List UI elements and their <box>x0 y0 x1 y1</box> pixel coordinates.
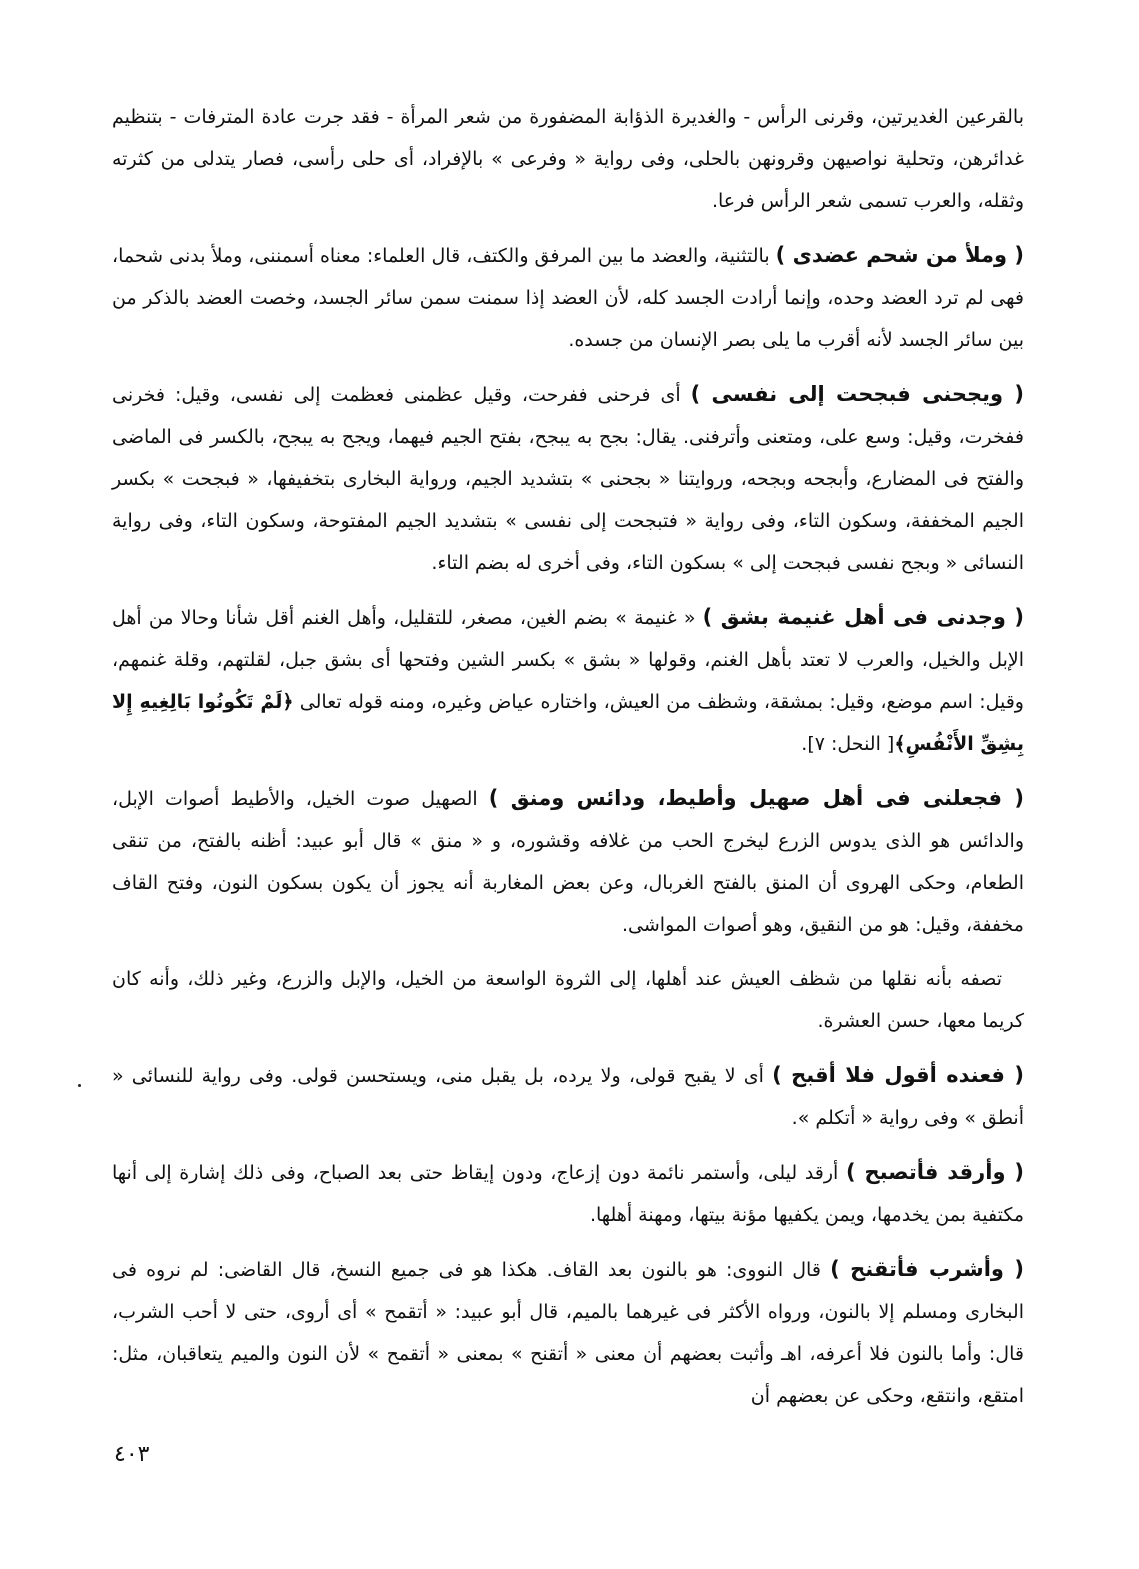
paragraph-heading: ( وأشرب فأتقنح ) <box>830 1257 1024 1281</box>
margin-mark <box>78 1084 81 1087</box>
page-number: ٤٠٣ <box>114 1442 150 1467</box>
paragraph-9 <box>112 1248 1024 1417</box>
paragraph-text: بالقرعين الغديرتين، وقرنى الرأس - والغديرة الذؤابة المضفورة من شعر المرأة - فقد جرت عادة المترفات - بتنظيم غدائرهن، وتحلية نواصيهن وقرونهن بالحلى، وفى رواية « وفرعى » بالإفراد، أى حلى رأسى، فصار يتدلى من كثرته وثقله، والعرب تسمى شعر الرأس فرعا. <box>112 106 1024 212</box>
paragraph-text: قال النووى: هو بالنون بعد القاف. هكذا هو فى جميع النسخ، قال القاضى: لم نروه فى البخارى ومسلم إلا بالنون، ورواه الأكثر فى غيرهما بالميم، قال أبو عبيد: « أتقمح » أى أروى، حتى لا أحب الشرب، قال: وأما بالنون فلا أعرفه، اهـ وأثبت بعضهم أن معنى « أتقنح » بمعنى « أتقمح » لأن النون والميم يتعاقبان، مثل: امتقع، وانتقع، وحكى عن بعضهم أن <box>112 1259 1024 1407</box>
paragraph-text: « غنيمة » بضم الغين، مصغر، للتقليل، وأهل الغنم أقل شأنا وحالا من أهل الإبل والخيل، والعرب لا تعتد بأهل الغنم، وقولها « بشق » بكسر الشين وفتحها أى بشق جبل، لقلتهم، وقلة غنمهم، وقيل: اسم موضع، وقيل: بمشقة، وشظف من العيش، واختاره عياض وغيره، ومنه قوله تعالى <box>112 607 1024 713</box>
paragraph-1 <box>112 96 1024 222</box>
paragraph-text: الصهيل صوت الخيل، والأطيط أصوات الإبل، والدائس هو الذى يدوس الزرع ليخرج الحب من غلافه وقشوره، و « منق » قال أبو عبيد: أظنه بالفتح، من تنقى الطعام، وحكى الهروى أن المنق بالفتح الغربال، وعن بعض المغاربة أنه يجوز أن يكون بسكون النون، وفتح القاف مخففة، وقيل: هو من النقيق، وهو أصوات المواشى. <box>112 788 1024 936</box>
quran-verse: ﴿لَمْ تَكُونُوا بَالِغِيهِ إِلا بِشِقِّ الأَنْفُسِ﴾ <box>112 691 1024 755</box>
paragraph-text: تصفه بأنه نقلها من شظف العيش عند أهلها، إلى الثروة الواسعة من الخيل، والإبل والزرع، وغير ذلك، وأنه كان كريما معها، حسن العشرة. <box>112 968 1024 1032</box>
paragraph-text: بالتثنية، والعضد ما بين المرفق والكتف، قال العلماء: معناه أسمننى، وملأ بدنى شحما، فهى لم ترد العضد وحده، وإنما أرادت الجسد كله، لأن العضد إذا سمنت سمن سائر الجسد، وخصت العضد بالذكر من بين سائر الجسد لأنه أقرب ما يلى بصر الإنسان من جسده. <box>112 245 1024 351</box>
paragraph-heading: ( فعنده أقول فلا أقبح ) <box>772 1063 1024 1087</box>
paragraph-heading: ( وجدنى فى أهل غنيمة بشق ) <box>702 605 1024 629</box>
document-page <box>112 96 1024 1516</box>
paragraph-text: أى فرحنى ففرحت، وقيل عظمنى فعظمت إلى نفسى، وقيل: فخرنى ففخرت، وقيل: وسع على، ومتعنى وأترفنى. يقال: بجح به يبجح، بفتح الجيم فيهما، ويجح به يبجح، بالكسر فى الماضى والفتح فى المضارع، وأبجحه وبجحه، وروايتنا « بجحنى » بتشديد الجيم، ورواية البخارى بتخفيفها، « فبجحت » بكسر الجيم المخففة، وسكون التاء، وفى رواية « فتبجحت إلى نفسى » بتشديد الجيم المفتوحة، وسكون التاء، وفى رواية النسائى « وبجح نفسى فبجحت إلى » بسكون التاء، وفى أخرى له بضم التاء. <box>112 384 1024 574</box>
paragraph-text: أرقد ليلى، وأستمر نائمة دون إزعاج، ودون إيقاظ حتى بعد الصباح، وفى ذلك إشارة إلى أنها مكتفية بمن يخدمها، ويمن يكفيها مؤنة بيتها، ومهنة أهلها. <box>112 1162 1024 1226</box>
paragraph-8 <box>112 1151 1024 1236</box>
paragraph-heading: ( وملأ من شحم عضدى ) <box>775 243 1024 267</box>
paragraph-heading: ( وأرقد فأتصبح ) <box>845 1160 1024 1184</box>
paragraph-6 <box>112 958 1024 1042</box>
paragraph-5 <box>112 777 1024 946</box>
paragraph-heading: ( فجعلنى فى أهل صهيل وأطيط، ودائس ومنق ) <box>488 786 1024 810</box>
verse-citation: [ النحل: ٧]. <box>801 733 895 755</box>
paragraph-7 <box>112 1054 1024 1139</box>
paragraph-3 <box>112 373 1024 584</box>
paragraph-2 <box>112 234 1024 361</box>
paragraph-4 <box>112 596 1024 765</box>
paragraph-text: أى لا يقبح قولى، ولا يرده، بل يقبل منى، ويستحسن قولى. وفى رواية للنسائى « أنطق » وفى رواية « أتكلم ». <box>112 1065 1024 1129</box>
paragraph-heading: ( ويجحنى فبجحت إلى نفسى ) <box>690 382 1024 406</box>
